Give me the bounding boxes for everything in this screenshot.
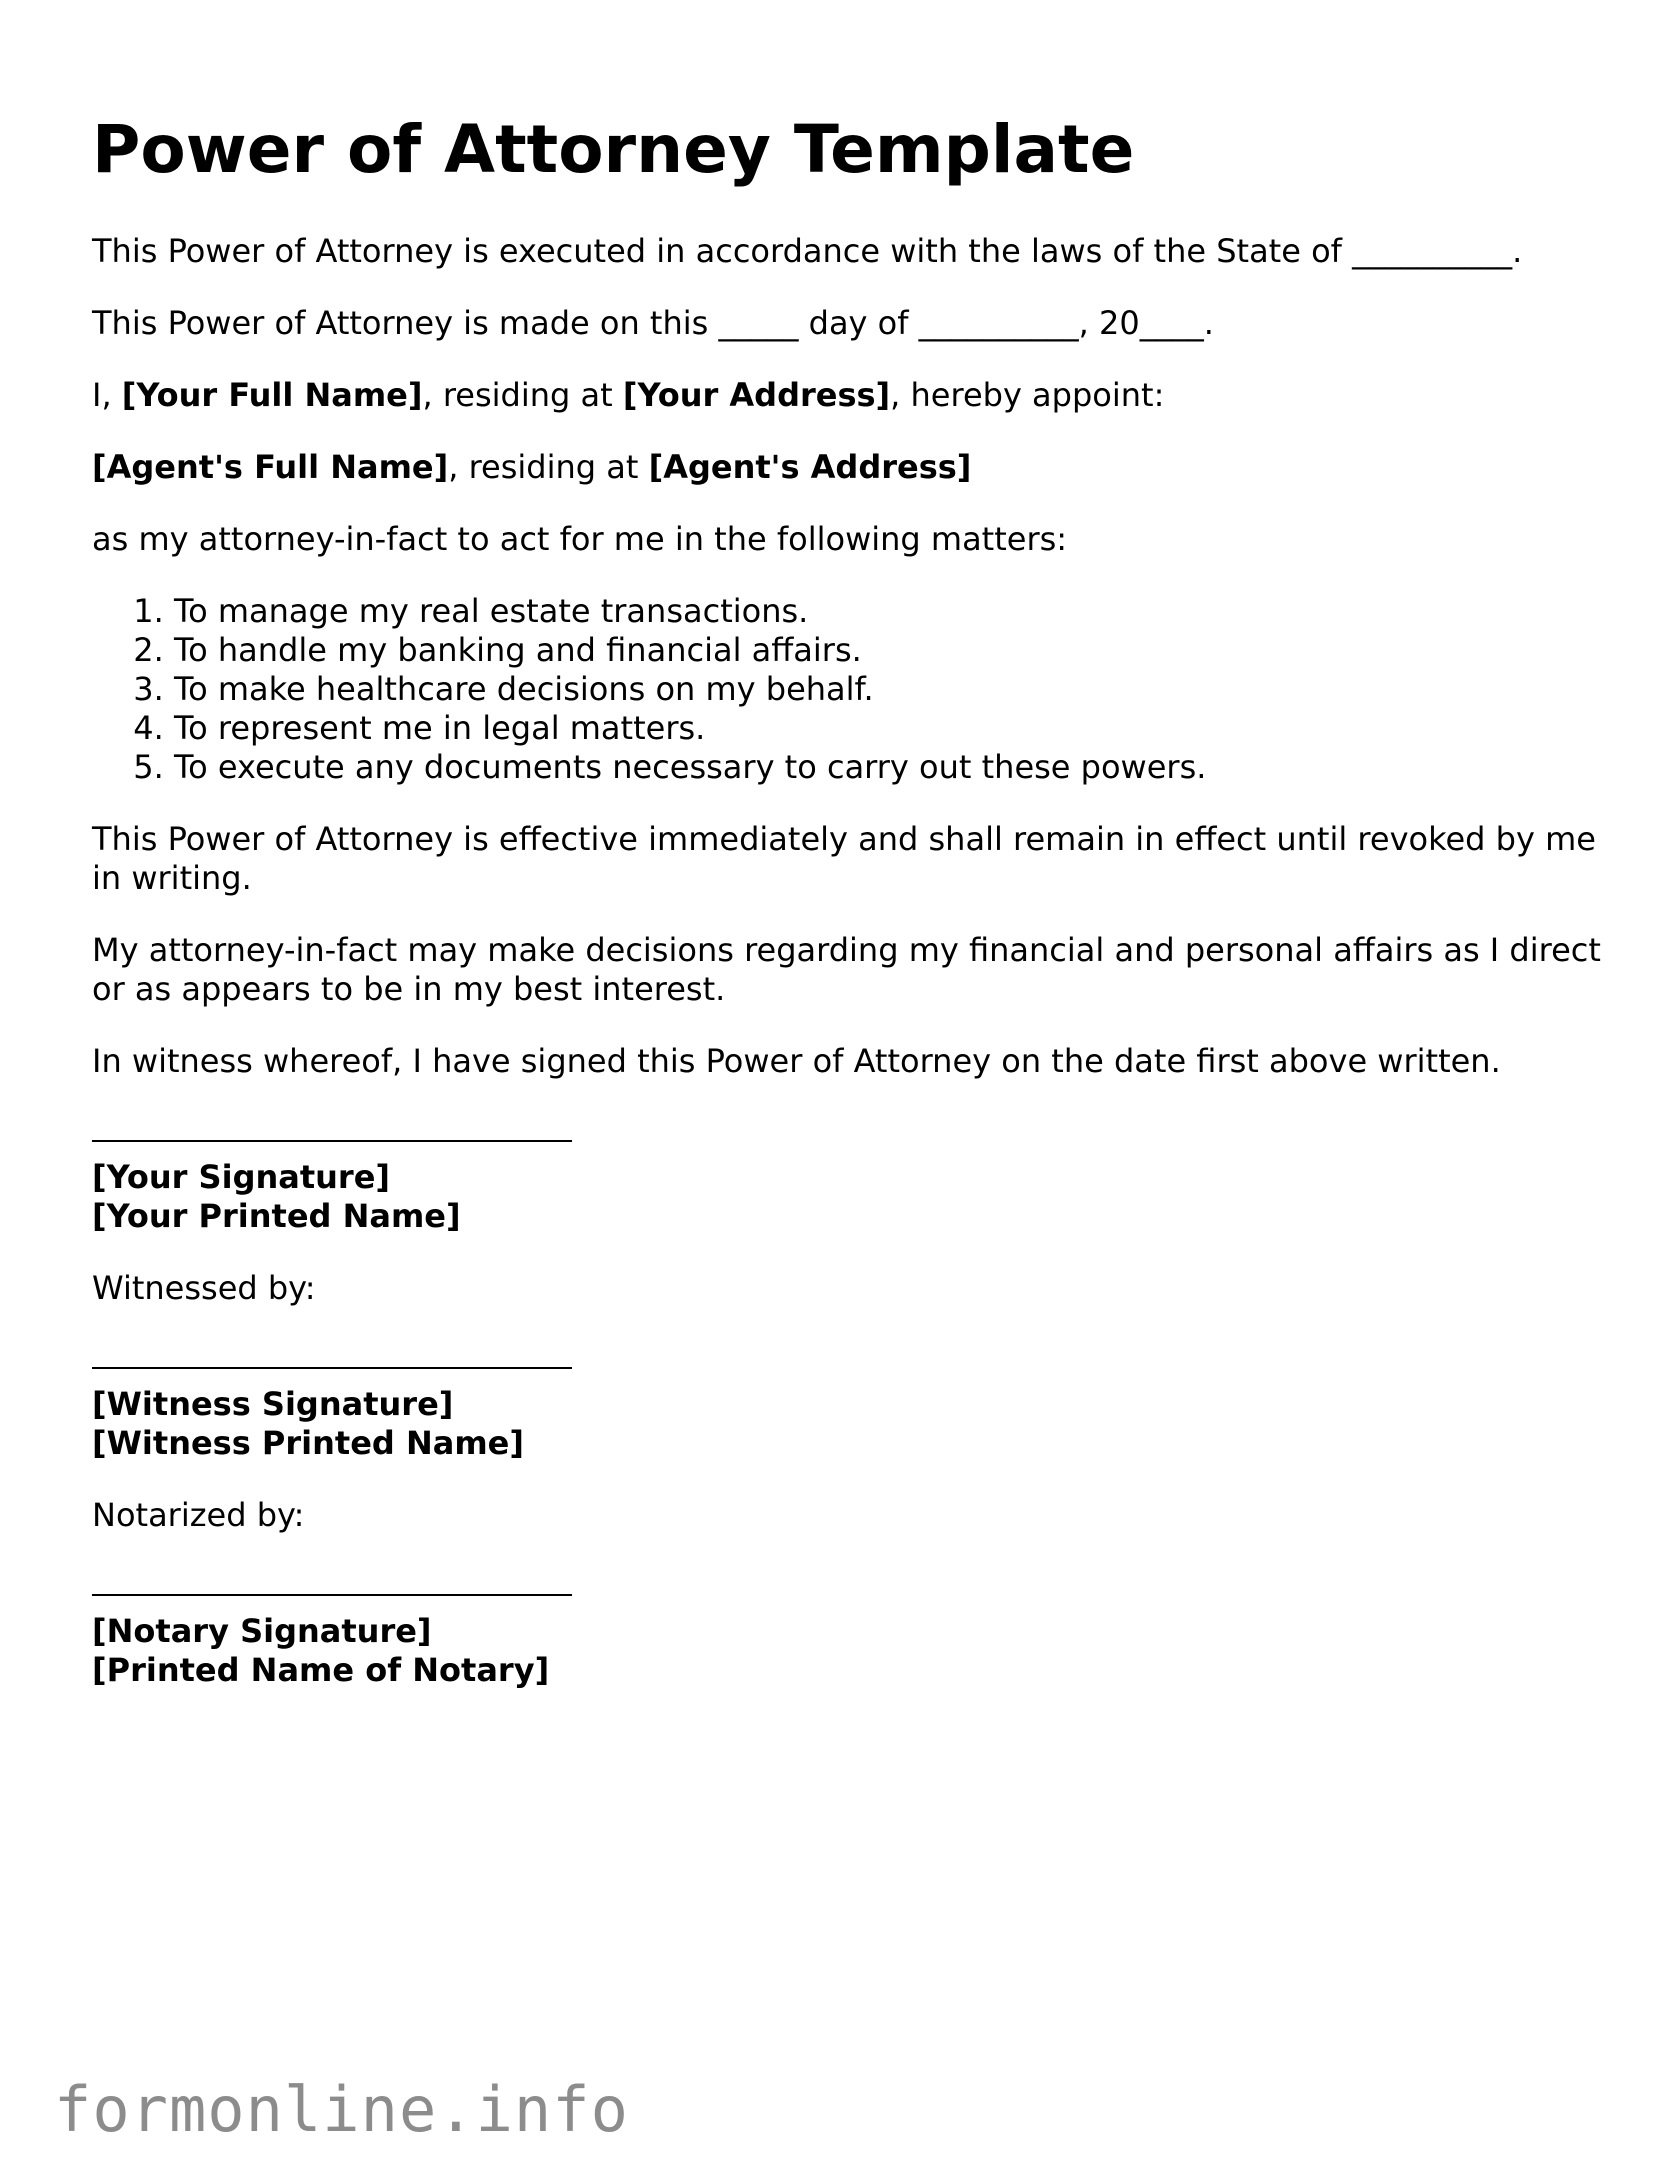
- appointment-paragraph: [92, 376, 1602, 415]
- matters-list: [92, 592, 1602, 787]
- spacer: [92, 1114, 1602, 1140]
- principal-signature-block: [92, 1140, 1602, 1236]
- list-item: 3. To make healthcare decisions on my behalf.: [174, 670, 1602, 709]
- principal-signature-label: [Your Signature]: [92, 1158, 391, 1196]
- principal-name-placeholder: [Your Full Name]: [121, 376, 423, 414]
- notary-signature-label: [Notary Signature]: [92, 1612, 432, 1650]
- witnessed-by-label: Witnessed by:: [92, 1269, 316, 1307]
- spacer: [92, 1341, 1602, 1367]
- list-item: 2. To handle my banking and financial affairs.: [174, 631, 1602, 670]
- witness-signature-block: [92, 1367, 1602, 1463]
- effective-clause: This Power of Attorney is effective immediately and shall remain in effect until revoked by me in writing.: [92, 820, 1596, 897]
- watermark: formonline.info: [54, 2073, 629, 2146]
- notary-signature-block: [92, 1594, 1602, 1690]
- principal-address-placeholder: [Your Address]: [622, 376, 891, 414]
- list-item: 1. To manage my real estate transactions.: [174, 592, 1602, 631]
- decisions-clause: My attorney-in-fact may make decisions regarding my financial and personal affairs as I direct or as appears to be in my best interest.: [92, 931, 1601, 1008]
- principal-signature-line: [92, 1140, 572, 1142]
- witness-printed-name-label: [Witness Printed Name]: [92, 1424, 524, 1462]
- matters-intro: as my attorney-in-fact to act for me in the following matters:: [92, 520, 1068, 558]
- appointment-mid: , residing at: [422, 376, 623, 414]
- notary-printed-name-label: [Printed Name of Notary]: [92, 1651, 550, 1689]
- appointment-prefix: I,: [92, 376, 122, 414]
- appointment-suffix: , hereby appoint:: [890, 376, 1165, 414]
- notarized-by-label: Notarized by:: [92, 1496, 305, 1534]
- agent-name-placeholder: [Agent's Full Name]: [92, 448, 449, 486]
- principal-printed-name-label: [Your Printed Name]: [92, 1197, 461, 1235]
- spacer: [92, 1568, 1602, 1594]
- witness-signature-label: [Witness Signature]: [92, 1385, 454, 1423]
- date-line: This Power of Attorney is made on this _____ day of __________, 20____.: [92, 304, 1214, 342]
- agent-paragraph: [92, 448, 1602, 487]
- agent-mid: , residing at: [448, 448, 649, 486]
- agent-address-placeholder: [Agent's Address]: [648, 448, 972, 486]
- notary-signature-line: [92, 1594, 572, 1596]
- document-page: [92, 110, 1602, 1723]
- witness-signature-line: [92, 1367, 572, 1369]
- document-title: Power of Attorney Template: [92, 111, 1135, 188]
- list-item: 5. To execute any documents necessary to carry out these powers.: [174, 748, 1602, 787]
- witness-clause: In witness whereof, I have signed this Power of Attorney on the date first above written.: [92, 1042, 1501, 1080]
- state-line: This Power of Attorney is executed in accordance with the laws of the State of __________.: [92, 232, 1523, 270]
- list-item: 4. To represent me in legal matters.: [174, 709, 1602, 748]
